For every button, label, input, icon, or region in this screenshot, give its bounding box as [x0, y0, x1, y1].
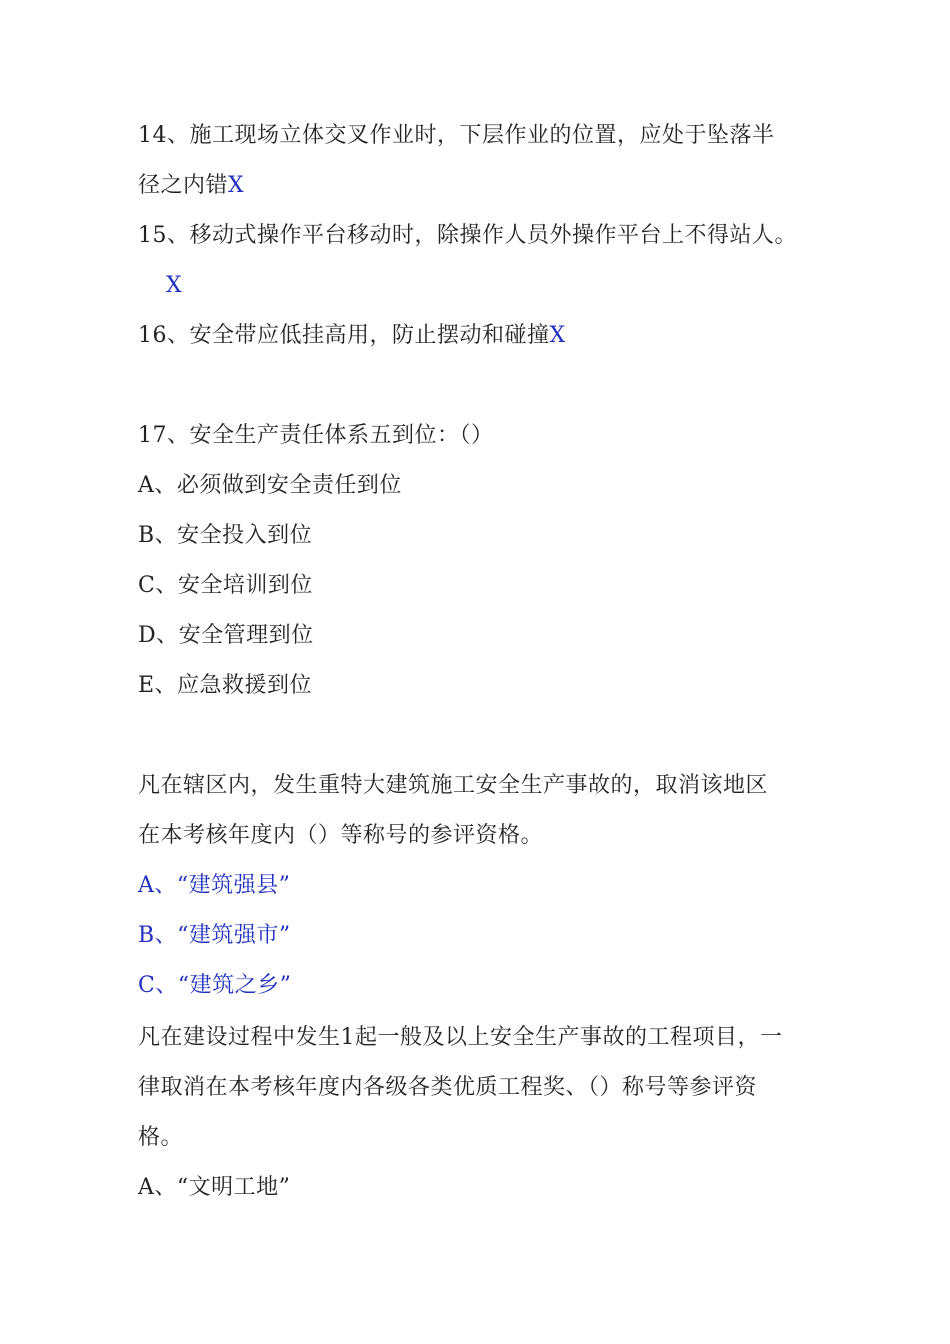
q18-option-c: C、“建筑之乡”: [138, 973, 292, 998]
q16-text: 16、安全带应低挂高用，防止摆动和碰撞: [138, 323, 550, 348]
q19-line-2: 律取消在本考核年度内各级各类优质工程奖、（）称号等参评资: [138, 1075, 758, 1100]
q14-line-2: [138, 172, 244, 200]
q19-line-1: 凡在建设过程中发生1起一般及以上安全生产事故的工程项目，一: [138, 1025, 783, 1050]
q14-line-1: 14、施工现场立体交叉作业时，下层作业的位置，应处于坠落半: [138, 123, 775, 148]
q18-line-1: 凡在辖区内，发生重特大建筑施工安全生产事故的，取消该地区: [138, 773, 769, 798]
q17-option-a: A、必须做到安全责任到位: [138, 473, 402, 498]
q15-line-1: 15、移动式操作平台移动时，除操作人员外操作平台上不得站人。: [138, 223, 797, 248]
q16-line-1: [138, 322, 566, 350]
q18-option-a: A、“建筑强县”: [138, 873, 291, 898]
q18-line-2: 在本考核年度内（）等称号的参评资格。: [138, 823, 544, 848]
q14-answer: X: [228, 173, 245, 198]
q17-option-c: C、安全培训到位: [138, 573, 313, 598]
q18-option-b: B、“建筑强市”: [138, 923, 291, 948]
q15-answer: X: [166, 273, 183, 298]
q17-option-d: D、安全管理到位: [138, 623, 314, 648]
q17-stem: 17、安全生产责任体系五到位：（）: [138, 423, 494, 448]
q17-option-e: E、应急救援到位: [138, 673, 313, 698]
q19-option-a: A、“文明工地”: [138, 1175, 291, 1200]
q17-option-b: B、安全投入到位: [138, 523, 313, 548]
q14-line-2-text: 径之内错: [138, 173, 229, 198]
q16-answer: X: [549, 323, 566, 348]
q19-line-3: 格。: [138, 1125, 184, 1150]
